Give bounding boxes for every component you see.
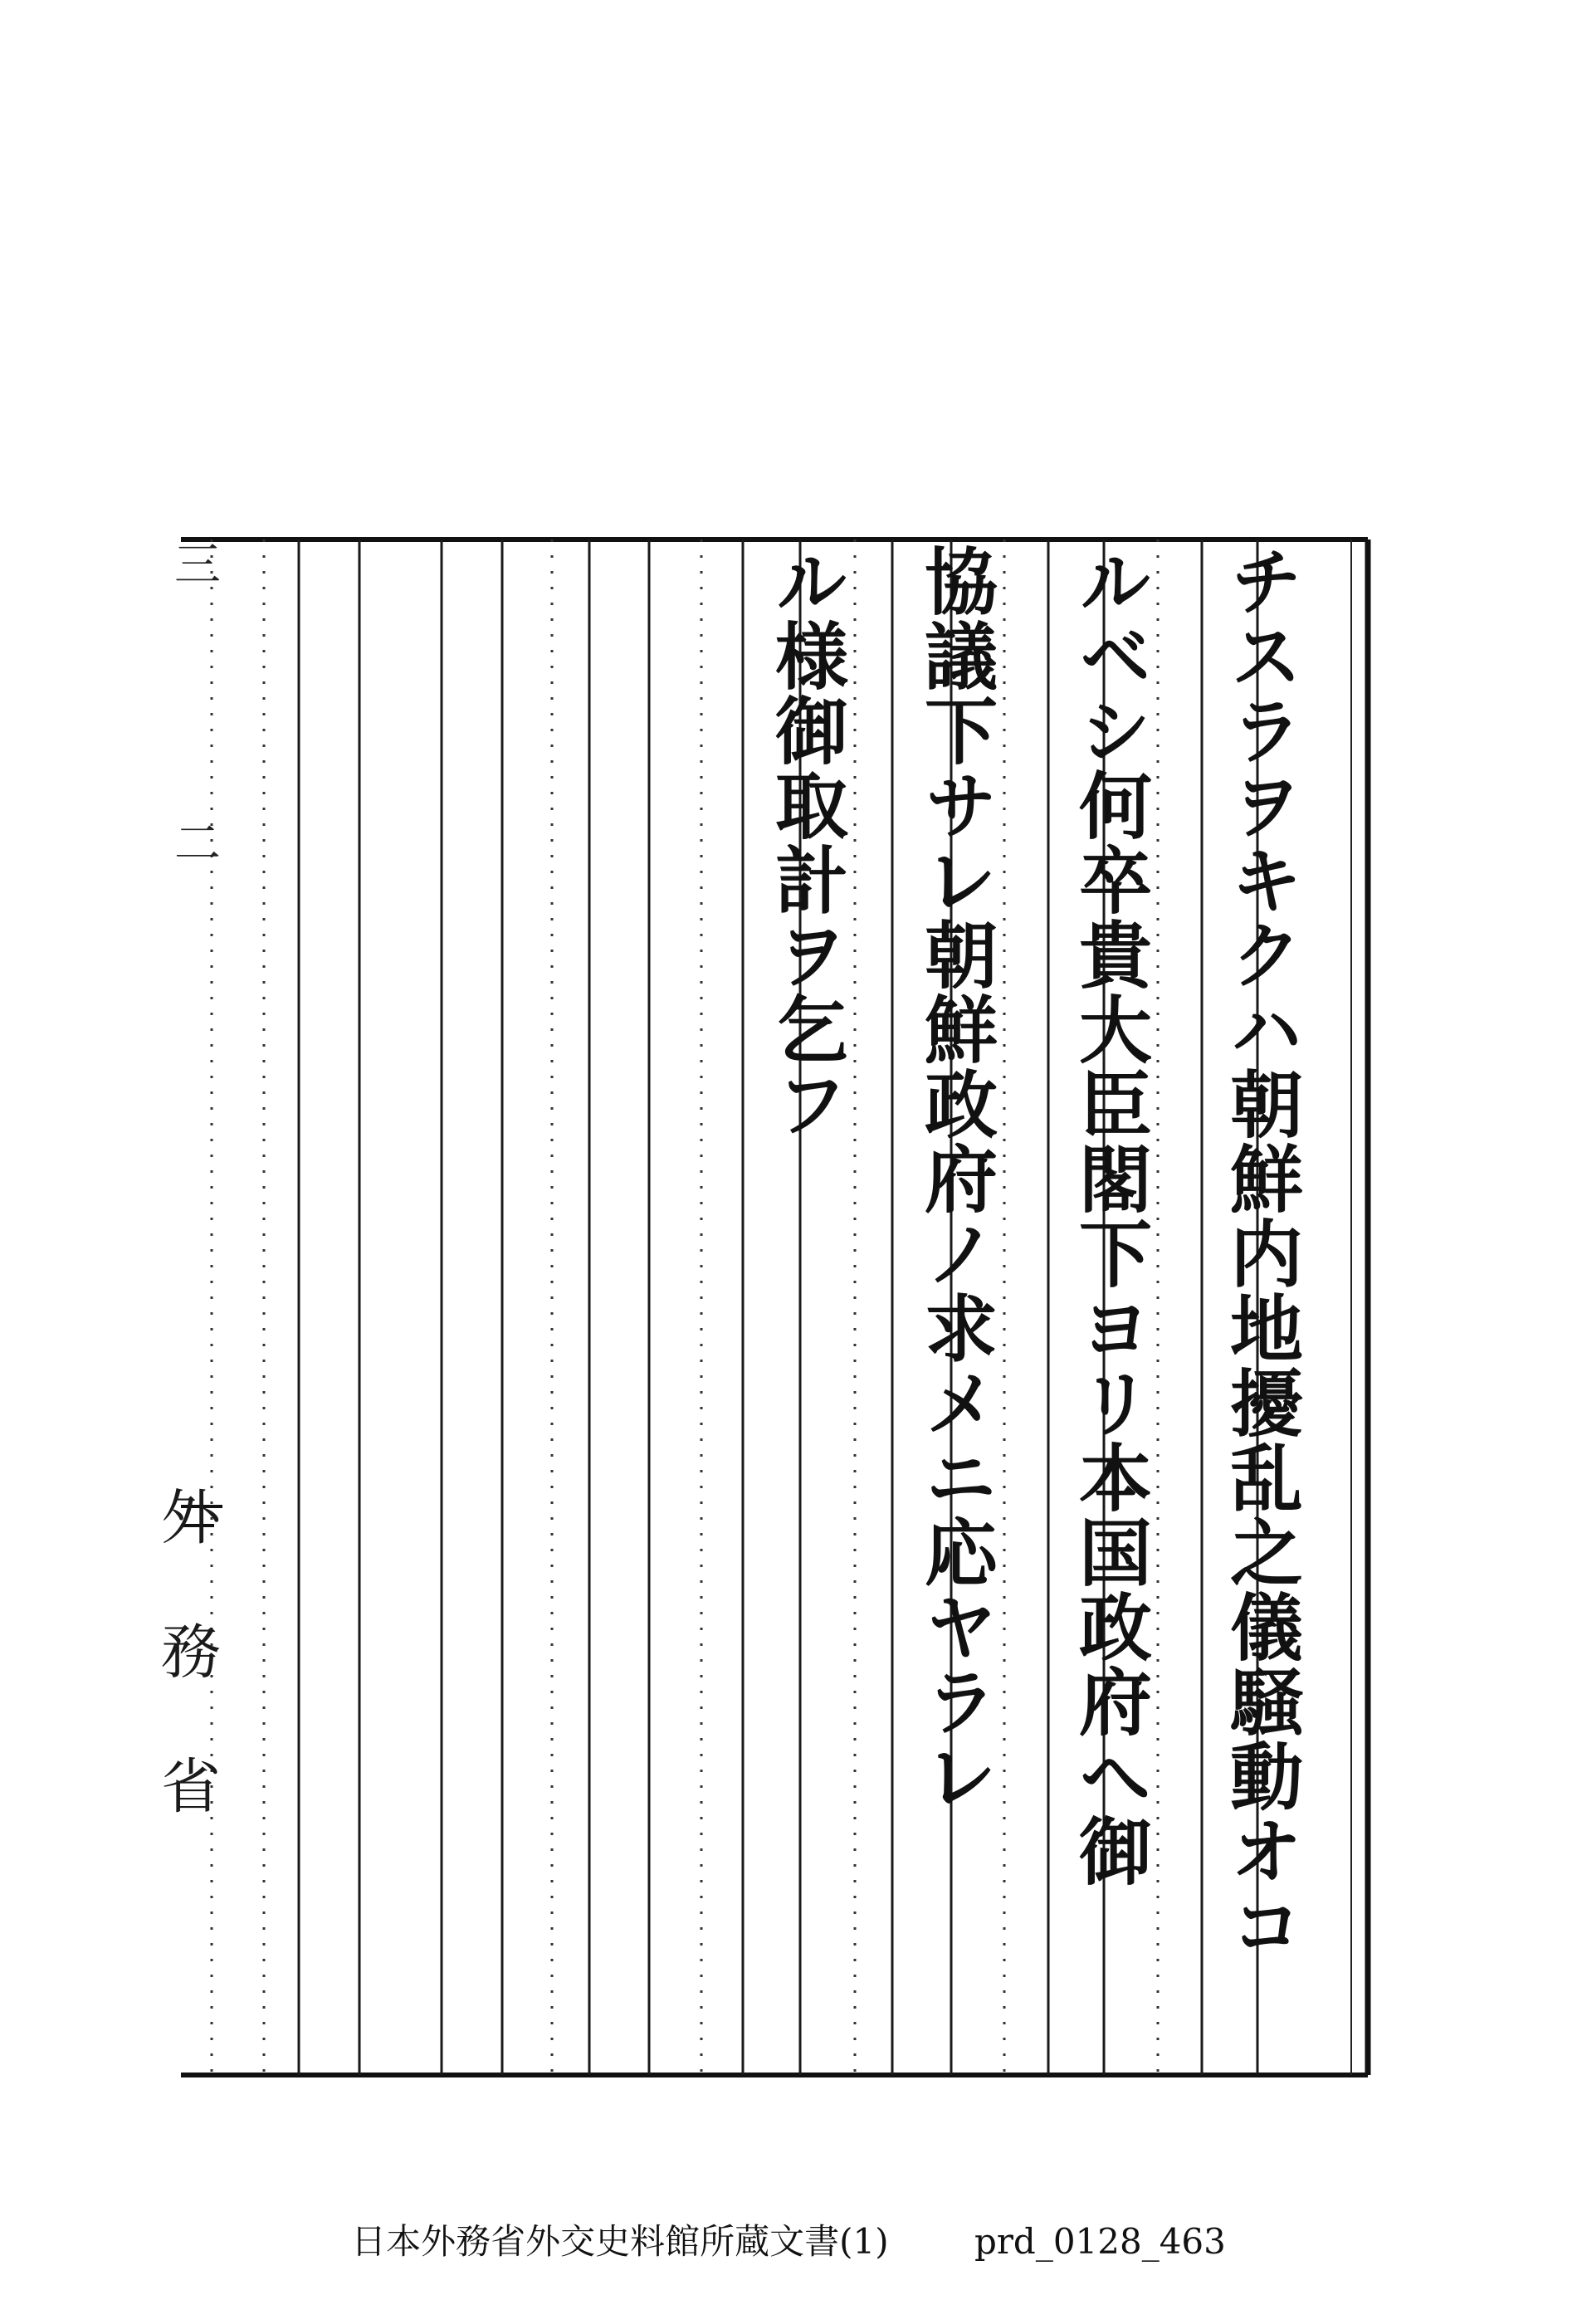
margin-ministry-name: 外務省: [151, 1486, 221, 1889]
text-column-1: チスラヲキクハ朝鮮内地擾乱之儀騒動オコ: [1218, 544, 1306, 1963]
text-column-2: ルベシ何卒貴大臣閣下ヨリ本国政府へ御: [1067, 544, 1155, 1888]
caption-document-id: prd_0128_463: [974, 2221, 1226, 2262]
caption-archive-name: 日本外務省外交史料館所蔵文書(1): [351, 2221, 889, 2262]
dotted-rules: [212, 540, 1158, 2075]
text-column-3: 協議下サレ朝鮮政府ノ求メニ応ヤラレ: [913, 544, 1000, 1814]
margin-leaf-number: 三二: [167, 540, 221, 1097]
archive-caption: [0, 2214, 1577, 2264]
text-column-4: ル様御取計ヲ乞フ: [764, 544, 851, 1141]
